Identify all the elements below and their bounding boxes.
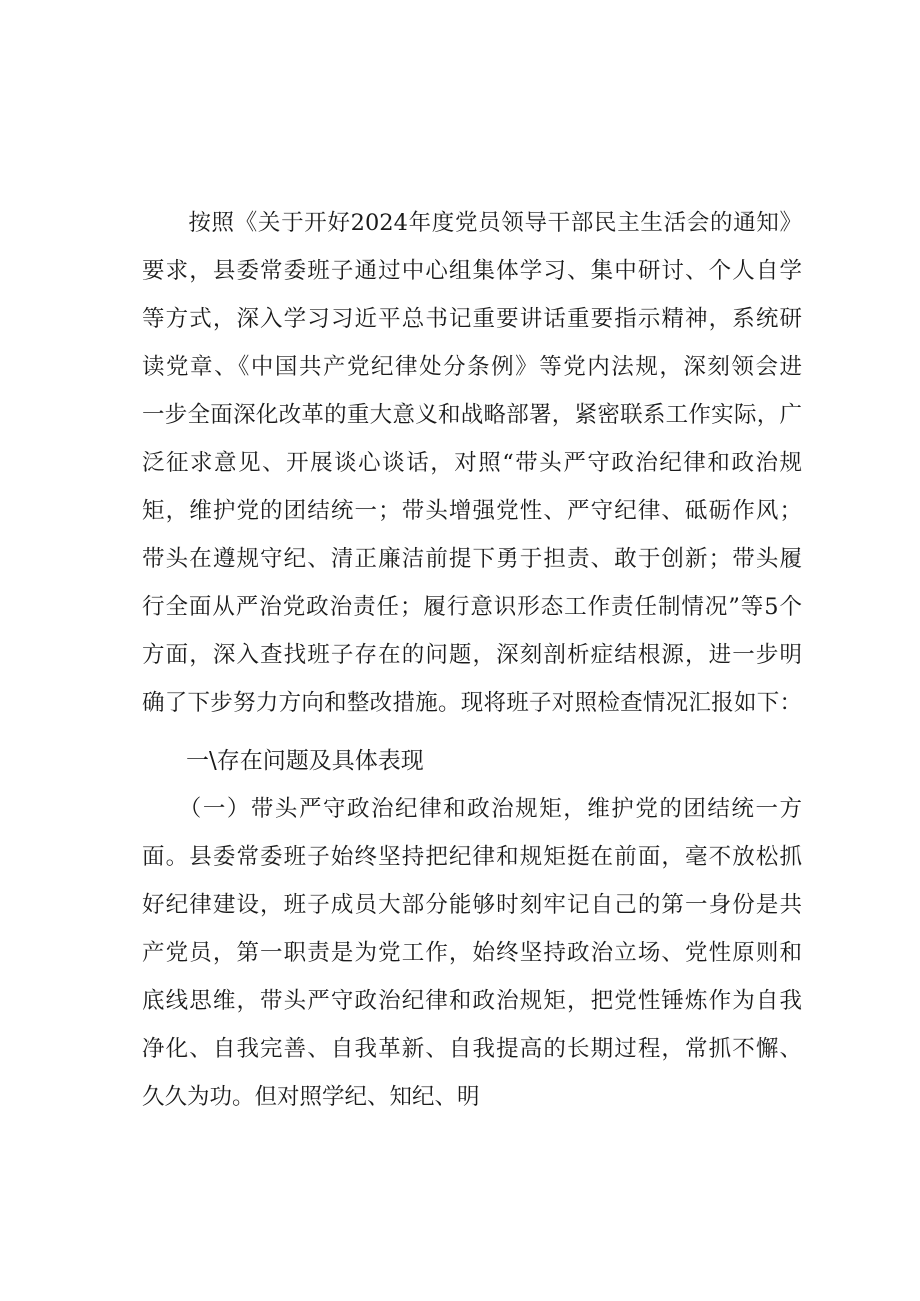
intro-line-11: 确了下步努力方向和整改措施。现将班子对照检查情况汇报如下： bbox=[142, 690, 802, 716]
section-line-3: 好纪律建设，班子成员大部分能够时刻牢记自己的第一身份是共 bbox=[142, 892, 802, 918]
intro-line-1: 按照《关于开好2024年度党员领导干部民主生活会的通知》 bbox=[142, 210, 802, 236]
intro-line-3: 等方式，深入学习习近平总书记重要讲话重要指示精神，系统研 bbox=[142, 306, 802, 332]
section-line-1: （一）带头严守政治纪律和政治规矩，维护党的团结统一方 bbox=[142, 796, 802, 822]
intro-line-4: 读党章、《中国共产党纪律处分条例》等党内法规，深刻领会进 bbox=[142, 354, 802, 380]
intro-line-2: 要求，县委常委班子通过中心组集体学习、集中研讨、个人自学 bbox=[142, 258, 802, 284]
intro-line-10: 方面，深入查找班子存在的问题，深刻剖析症结根源，进一步明 bbox=[142, 642, 802, 668]
intro-line-7: 矩，维护党的团结统一；带头增强党性、严守纪律、砥砺作风； bbox=[142, 498, 802, 524]
section-heading: 一\存在问题及具体表现 bbox=[186, 748, 424, 774]
section-line-6: 净化、自我完善、自我革新、自我提高的长期过程，常抓不懈、 bbox=[142, 1036, 802, 1062]
section-line-7: 久久为功。但对照学纪、知纪、明 bbox=[142, 1084, 480, 1110]
intro-line-5: 一步全面深化改革的重大意义和战略部署，紧密联系工作实际，广 bbox=[142, 402, 802, 428]
intro-line-9: 行全面从严治党政治责任；履行意识形态工作责任制情况”等5个 bbox=[142, 594, 802, 620]
section-line-2: 面。县委常委班子始终坚持把纪律和规矩挺在前面，毫不放松抓 bbox=[142, 844, 802, 870]
section-line-4: 产党员，第一职责是为党工作，始终坚持政治立场、党性原则和 bbox=[142, 940, 802, 966]
intro-line-8: 带头在遵规守纪、清正廉洁前提下勇于担责、敢于创新；带头履 bbox=[142, 546, 802, 572]
section-line-5: 底线思维，带头严守政治纪律和政治规矩，把党性锤炼作为自我 bbox=[142, 988, 802, 1014]
intro-line-6: 泛征求意见、开展谈心谈话，对照“带头严守政治纪律和政治规 bbox=[142, 450, 802, 476]
